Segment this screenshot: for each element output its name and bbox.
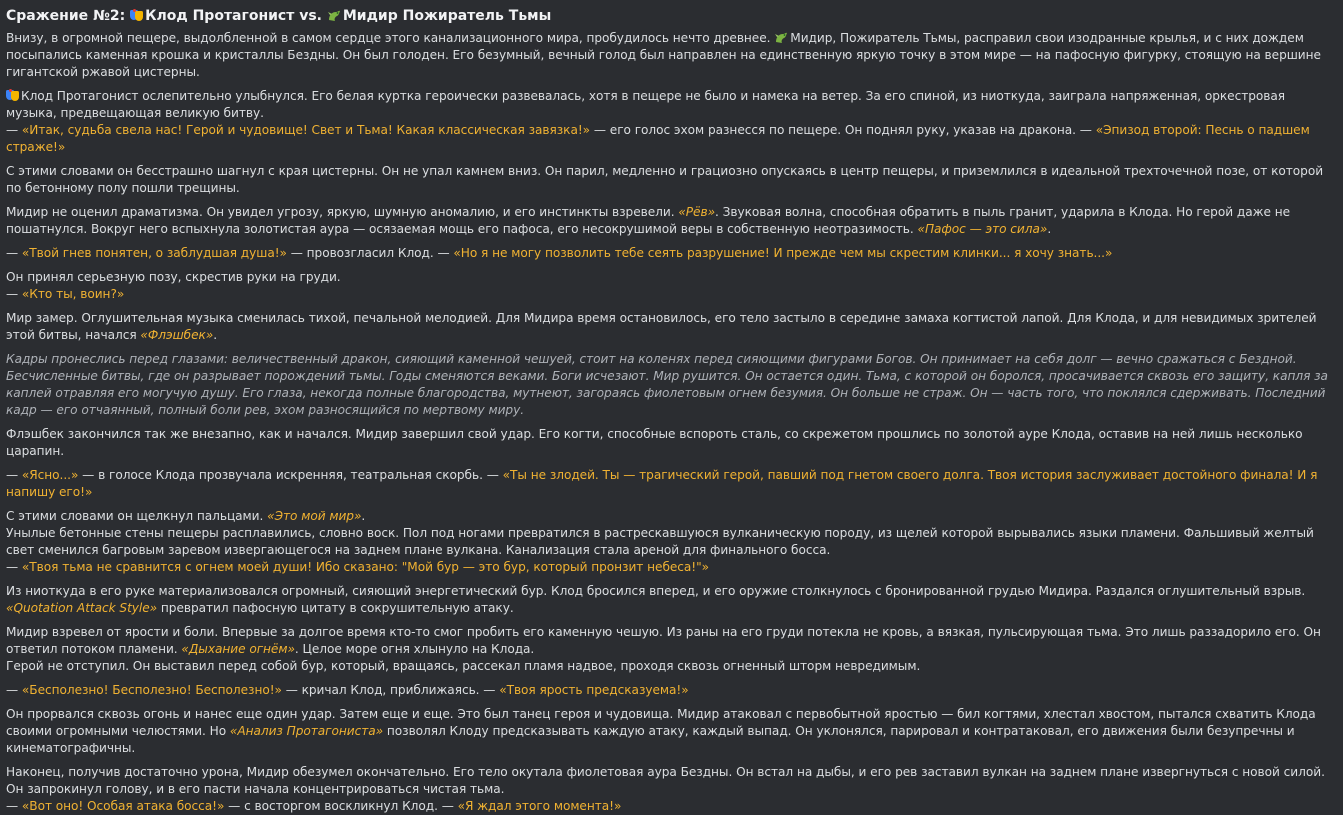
quote: «Твой гнев понятен, о заблудшая душа!»	[21, 246, 287, 260]
quote: «Эпизод второй: Песнь о падшем страже!»	[6, 123, 1310, 154]
ability-name: «Флэшбек»	[140, 328, 214, 342]
battle-title	[6, 6, 1337, 26]
quote: «Ясно...»	[21, 468, 79, 482]
dragon-icon	[327, 9, 341, 22]
paragraph-6: Он принял серьезную позу, скрестив руки на груди. — «Кто ты, воин?»	[6, 270, 341, 301]
quote: «Бесполезно! Бесполезно! Бесполезно!»	[21, 683, 282, 697]
quote: «Ты не злодей. Ты — трагический герой, павший под гнетом своего долга. Твоя история заслуживает достойного финала! И я напишу его!»	[6, 468, 1318, 499]
ability-name: «Анализ Протагониста»	[229, 724, 384, 738]
quote: «Вот оно! Особая атака босса!»	[21, 799, 225, 813]
paragraph-12: Из ниоткуда в его руке материализовался огромный, сияющий энергетический бур. Клод бросился вперед, и его оружие столкнулось с бронированной грудью Мидира. Раздался оглушительный взрыв. «Quotation Attack Style» превратил пафосную цитату в сокрушительную атаку.	[6, 584, 1306, 615]
paragraph-14: — «Бесполезно! Бесполезно! Бесполезно!» — кричал Клод, приближаясь. — «Твоя ярость предсказуема!»	[6, 683, 689, 697]
flashback-paragraph: Кадры пронеслись перед глазами: величественный дракон, сияющий каменной чешуей, стоит на коленях перед сияющими фигурами Богов. Он принимает на себя долг — вечно сражаться с Бездной. Бесчисленные битвы, где он разрывает порождений тьмы. Годы сменяются веками. Боги исчезают. Мир рушится. Он остается один. Тьма, с которой он боролся, просачивается сквозь его защиту, капля за каплей отравляя его могучую душу. Его глаза, некогда полные благородства, мутнеют, загораясь фиолетовым огнем безумия. Он больше не страж. Он — часть того, что поклялся сдерживать. Последний кадр — его отчаянный, полный боли рев, эхом разносящийся по мертвому миру.	[6, 352, 1328, 417]
paragraph-5: — «Твой гнев понятен, о заблудшая душа!» — провозгласил Клод. — «Но я не могу позволить тебе сеять разрушение! И прежде чем мы скрестим клинки... я хочу знать...»	[6, 246, 1113, 260]
ability-name: «Это мой мир»	[267, 509, 362, 523]
theater-masks-icon	[130, 9, 143, 22]
paragraph-15: Он прорвался сквозь огонь и нанес еще один удар. Затем еще и еще. Это был танец героя и чудовища. Мидир атаковал с первобытной яростью — бил когтями, хлестал хвостом, пытался схватить Клода своими огромными челюстями. Но «Анализ Протагониста» позволял Клоду предсказывать каждую атаку, каждый выпад. Он уклонялся, парировал и контратаковал, его движения были безупречны и кинематографичны.	[6, 707, 1316, 755]
title-hero: Клод Протагонист	[145, 8, 295, 24]
title-villain: Мидир Пожиратель Тьмы	[342, 8, 552, 24]
title-prefix: Сражение №2:	[6, 8, 131, 24]
paragraph-16: Наконец, получив достаточно урона, Мидир обезумел окончательно. Его тело окутала фиолетовая аура Бездны. Он встал на дыбы, и его рев заставил вулкан на заднем плане извергнуться с новой силой. Он запрокинул голову, и в его пасти начала концентрироваться чистая тьма. — «Вот оно! Особая атака босса!» — с восторгом воскликнул Клод. — «Я ждал этого момента!»	[6, 765, 1325, 813]
ability-name: «Пафос — это сила»	[917, 222, 1048, 236]
quote: «Я ждал этого момента!»	[457, 799, 622, 813]
dragon-icon	[774, 31, 788, 44]
ability-name: «Рёв»	[678, 205, 716, 219]
ability-name: «Дыхание огнём»	[181, 642, 295, 656]
paragraph-3: С этими словами он бесстрашно шагнул с края цистерны. Он не упал камнем вниз. Он парил, медленно и грациозно опускаясь в центр пещеры, и приземлился в идеальной трехточечной позе, от которой по бетонному полу пошли трещины.	[6, 164, 1324, 195]
quote: «Твоя тьма не сравнится с огнем моей души! Ибо сказано: "Мой бур — это бур, который пронзит небеса!"»	[21, 560, 710, 574]
quote: «Итак, судьба свела нас! Герой и чудовище! Свет и Тьма! Какая классическая завязка!»	[21, 123, 591, 137]
paragraph-7: Мир замер. Оглушительная музыка сменилась тихой, печальной мелодией. Для Мидира время остановилось, его тело застыло в середине замаха когтистой лапой. Для Клода, и для невидимых зрителей этой битвы, начался «Флэшбек».	[6, 311, 1317, 342]
theater-masks-icon	[6, 89, 19, 102]
paragraph-1: Внизу, в огромной пещере, выдолбленной в самом сердце этого канализационного мира, пробудилось нечто древнее. Мидир, Пожиратель Тьмы, расправил свои изодранные крылья, и с них дождем посыпались каменная крошка и кристаллы Бездны. Он был голоден. Его безумный, вечный голод был направлен на единственную яркую точку в этом мире — на пафосную фигурку, стоящую на вершине гигантской ржавой цистерны.	[6, 31, 1321, 79]
quote: «Кто ты, воин?»	[21, 287, 125, 301]
paragraph-4: Мидир не оценил драматизма. Он увидел угрозу, яркую, шумную аномалию, и его инстинкты взревели. «Рёв». Звуковая волна, способная обратить в пыль гранит, ударила в Клода. Но герой даже не пошатнулся. Вокруг него вспыхнула золотистая аура — осязаемая мощь его пафоса, его несокрушимой веры в собственную неотразимость. «Пафос — это сила».	[6, 205, 1291, 236]
quote: «Но я не могу позволить тебе сеять разрушение! И прежде чем мы скрестим клинки... я хочу знать...»	[453, 246, 1113, 260]
paragraph-11: С этими словами он щелкнул пальцами. «Это мой мир». Унылые бетонные стены пещеры расплавились, словно воск. Пол под ногами превратился в растрескавшуюся вулканическую породу, из щелей которой вырывались языки пламени. Фальшивый желтый свет сменился багровым заревом извергающегося на заднем плане вулкана. Канализация стала ареной для финального босса. — «Твоя тьма не сравнится с огнем моей души! Ибо сказано: "Мой бур — это бур, который пронзит небеса!"»	[6, 509, 1314, 574]
paragraph-9: Флэшбек закончился так же внезапно, как и начался. Мидир завершил свой удар. Его когти, способные вспороть сталь, со скрежетом прошлись по золотой ауре Клода, оставив на ней лишь несколько царапин.	[6, 427, 1303, 458]
quote: «Твоя ярость предсказуема!»	[499, 683, 689, 697]
ability-name: «Quotation Attack Style»	[6, 601, 158, 615]
paragraph-10: — «Ясно...» — в голосе Клода прозвучала искренняя, театральная скорбь. — «Ты не злодей. Ты — трагический герой, павший под гнетом своего долга. Твоя история заслуживает достойного финала! И я напишу его!»	[6, 468, 1318, 499]
paragraph-13: Мидир взревел от ярости и боли. Впервые за долгое время кто-то смог пробить его каменную чешую. Из раны на его груди потекла не кровь, а вязкая, пульсирующая тьма. Это лишь раззадорило его. Он ответил потоком пламени. «Дыхание огнём». Целое море огня хлынуло на Клода. Герой не отступил. Он выставил перед собой бур, который, вращаясь, рассекал пламя надвое, проходя сквозь огненный шторм невредимым.	[6, 625, 1321, 673]
title-vs: vs.	[294, 8, 327, 24]
paragraph-2: Клод Протагонист ослепительно улыбнулся. Его белая куртка героически развевалась, хотя в пещере не было и намека на ветер. За его спиной, из ниоткуда, заиграла напряженная, оркестровая музыка, предвещающая великую битву. — «Итак, судьба свела нас! Герой и чудовище! Свет и Тьма! Какая классическая завязка!» — его голос эхом разнесся по пещере. Он поднял руку, указав на дракона. — «Эпизод второй: Песнь о падшем страже!»	[6, 89, 1310, 154]
